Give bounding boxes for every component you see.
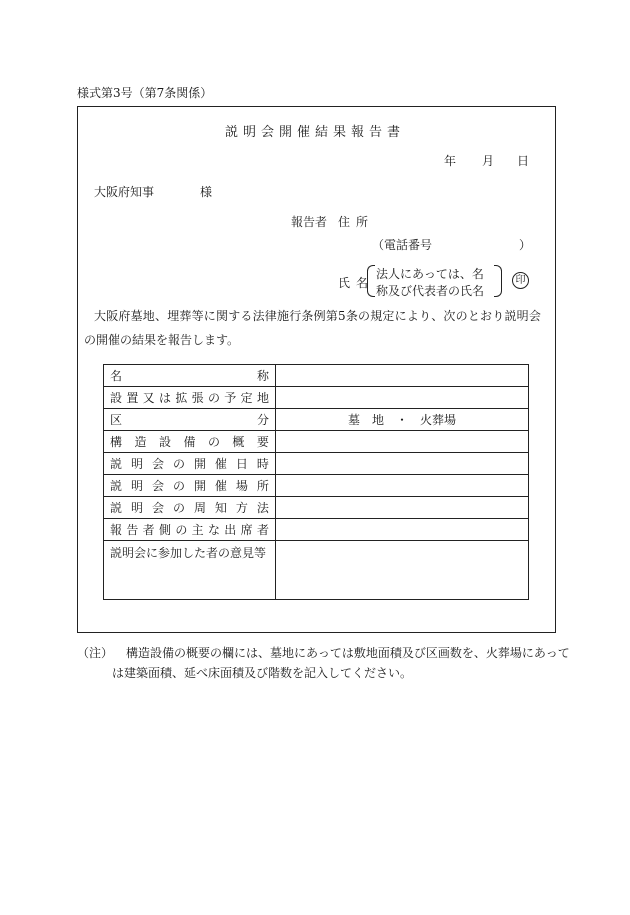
row-label-char: 者 [142,523,155,537]
table-row [104,541,529,600]
form-number: 様式第3号（第7条関係） [77,86,213,100]
row-label-char: 張 [191,391,204,405]
body-text-line1: 大阪府墓地、埋葬等に関する法律施行条例第5条の規定により、次のとおり説明会 [94,309,542,323]
row-value-cell[interactable] [276,475,529,497]
address-label: 住所 [338,215,375,229]
row-label-cell [104,519,276,541]
row-label-char: 開 [193,457,206,471]
row-label-char: 開 [193,479,206,493]
row-label-char: 知 [214,501,227,515]
row-label-char: 分 [256,413,269,427]
row-label [110,544,269,561]
row-label-char: 日 [235,457,248,471]
body-text-line2: の開催の結果を報告します。 [84,333,240,347]
date-year-label: 年 [444,154,457,168]
row-label-char: 明 [130,479,143,493]
row-label-char: 説明会に参加した者の意見等 [110,546,267,560]
row-label-char: 明 [130,501,143,515]
row-value-cell[interactable] [276,453,529,475]
row-label-cell [104,387,276,409]
right-bracket [494,265,502,297]
row-label-cell [104,475,276,497]
row-label-cell [104,409,276,431]
date-day-label: 日 [517,154,530,168]
row-label-char: 者 [256,523,269,537]
row-label-char: 告 [126,523,139,537]
row-label-char: 催 [214,479,227,493]
row-label-char: 説 [110,479,123,493]
row-label-char: の [175,523,188,537]
name-label: 氏名 [338,276,375,290]
row-label-char: 明 [130,457,143,471]
note-line2: は建築面積、延べ床面積及び階数を記入してください。 [112,666,413,680]
row-label-char: 席 [240,523,253,537]
row-label-char: 会 [151,457,164,471]
row-label-char: 要 [256,435,269,449]
row-label [110,367,269,384]
table-row [104,453,529,475]
row-label [110,389,269,406]
row-label-char: 地 [256,391,269,405]
report-table [103,364,529,600]
date-month-label: 月 [482,154,495,168]
note-mark: （注） [77,646,114,660]
row-value-cell[interactable] [276,519,529,541]
row-label-char: は [158,391,171,405]
form-title: 説明会開催結果報告書 [224,125,405,140]
row-label-char: 周 [193,501,206,515]
note-line1: 構造設備の概要の欄には、墓地にあっては敷地面積及び区画数を、火葬場にあって [126,646,570,660]
row-label [110,477,269,494]
row-label-char: 概 [232,435,245,449]
row-label-char: 定 [240,391,253,405]
row-label [110,433,269,450]
row-label-char: 説 [110,457,123,471]
row-label-char: の [207,391,220,405]
row-label-char: 造 [134,435,147,449]
row-label-cell [104,497,276,519]
row-label-char: 側 [158,523,171,537]
left-bracket [367,265,375,297]
row-label-cell [104,541,276,600]
row-label-char: 設 [158,435,171,449]
row-label-char: 称 [256,369,269,383]
row-label [110,499,269,516]
row-value-cell[interactable] [276,387,529,409]
row-label-char: 設 [110,391,123,405]
row-label-char: 会 [151,479,164,493]
row-label-cell [104,453,276,475]
phone-close-paren: ） [519,238,532,252]
row-value-cell[interactable]: 墓 地 ・ 火葬場 [276,409,529,431]
row-label-char: 又 [142,391,155,405]
row-label-char: 備 [183,435,196,449]
row-label-cell [104,431,276,453]
row-value-cell[interactable] [276,365,529,387]
row-label-char: 主 [191,523,204,537]
row-label-char: 置 [126,391,139,405]
row-label-char: 拡 [175,391,188,405]
table-row [104,519,529,541]
row-value-cell[interactable] [276,497,529,519]
row-label-char: 時 [256,457,269,471]
row-label-char: 予 [224,391,237,405]
table-row [104,409,529,431]
row-label-char: 構 [110,435,123,449]
row-label-char: 報 [110,523,123,537]
row-label-char: 所 [256,479,269,493]
row-label-char: の [172,501,185,515]
table-row [104,365,529,387]
addressee-name: 大阪府知事 [94,185,155,199]
table-row [104,475,529,497]
row-label-char: 説 [110,501,123,515]
row-label [110,411,269,428]
row-value-cell[interactable] [276,541,529,600]
row-label-char: 場 [235,479,248,493]
table-row [104,387,529,409]
row-label-char: 会 [151,501,164,515]
row-label-char: の [172,457,185,471]
row-value-cell[interactable] [276,431,529,453]
row-label-char: 区 [110,413,123,427]
corporate-note-line1: 法人にあっては、名 [376,267,484,281]
row-label-char: の [207,435,220,449]
row-label-char: な [207,523,220,537]
row-label-char: 名 [110,369,123,383]
row-label-char: 方 [235,501,248,515]
seal-mark: 印 [512,272,529,289]
row-label-char: 催 [214,457,227,471]
row-label-cell [104,365,276,387]
row-label-char: 法 [256,501,269,515]
row-label [110,455,269,472]
table-row [104,431,529,453]
reporter-label: 報告者 [291,215,328,229]
row-label-char: 出 [224,523,237,537]
row-label [110,521,269,538]
table-row [104,497,529,519]
phone-label: （電話番号 [372,238,433,252]
row-label-char: の [172,479,185,493]
addressee-honorific: 様 [200,185,213,199]
corporate-note-line2: 称及び代表者の氏名 [376,284,485,298]
